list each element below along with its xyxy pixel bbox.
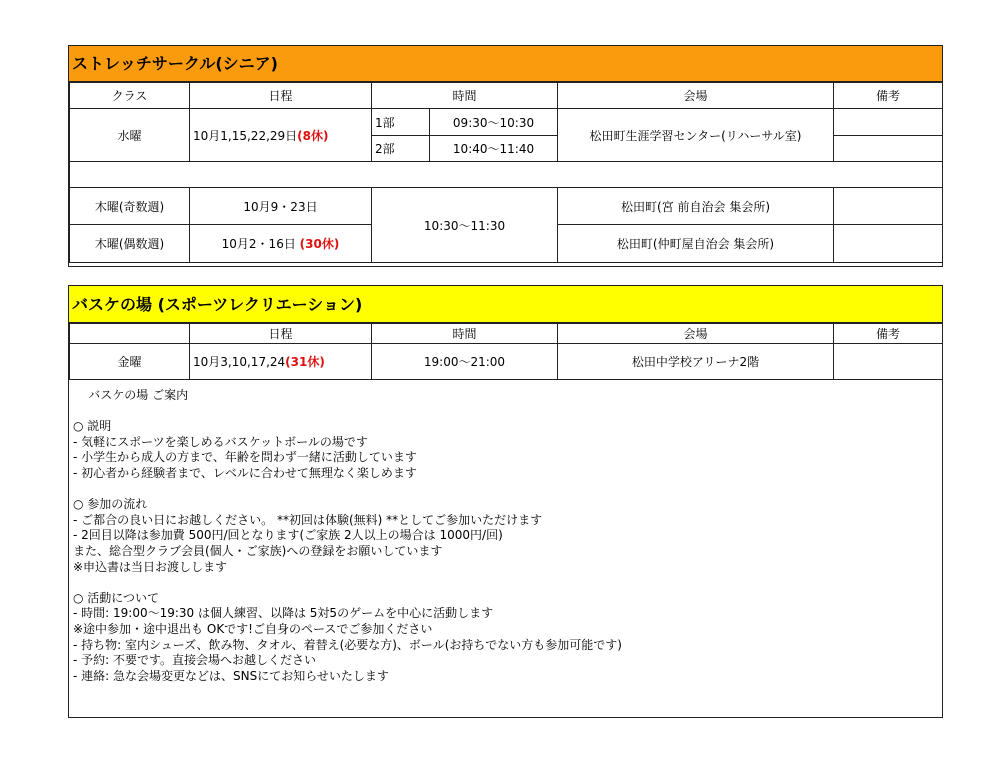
venue-cell: 松田町(宮 前自治会 集会所) xyxy=(558,188,834,225)
guide-line: - 時間: 19:00〜19:30 は個人練習、以降は 5対5のゲームを中心に活動します xyxy=(73,606,494,621)
dates-cell: 10月9・23日 xyxy=(190,188,372,225)
section-title: ストレッチサークル(シニア) xyxy=(69,46,942,82)
guide-line: ○ 説明 xyxy=(73,419,112,434)
header-row xyxy=(70,324,943,344)
header-time: 時間 xyxy=(372,324,558,344)
guide-line xyxy=(73,482,622,498)
guide-line: バスケの場 ご案内 xyxy=(73,388,189,402)
guide-line xyxy=(73,404,622,420)
header-dates: 日程 xyxy=(190,83,372,109)
holiday-note: (31休) xyxy=(285,355,325,369)
part-cell: 1部 xyxy=(372,109,430,136)
time-cell: 19:00〜21:00 xyxy=(372,344,558,380)
guide-line: ※申込書は当日お渡しします xyxy=(73,559,228,574)
guide-line xyxy=(73,575,622,591)
stretch-circle-section xyxy=(68,45,943,267)
notes-cell xyxy=(834,225,943,263)
class-cell: 木曜(奇数週) xyxy=(70,188,190,225)
guide-line: - 2回目以降は参加費 500円/回となります(ご家族 2人以上の場合は 1000円/回) xyxy=(73,528,503,543)
header-dates: 日程 xyxy=(190,324,372,344)
basketball-guide-text xyxy=(73,388,622,684)
notes-cell xyxy=(834,109,943,136)
guide-line: - 初心者から経験者まで、レベルに合わせて無理なく楽しめます xyxy=(73,465,417,480)
time-cell: 09:30〜10:30 xyxy=(430,109,558,136)
guide-line: - 持ち物: 室内シューズ、飲み物、タオル、着替え(必要な方)、ボール(お持ちでない方も参加可能です) xyxy=(73,637,622,652)
guide-line: - 気軽にスポーツを楽しめるバスケットボールの場です xyxy=(73,434,368,449)
guide-line: ○ 活動について xyxy=(73,590,160,605)
guide-line: - ご都合の良い日にお越しください。 **初回は体験(無料) **としてご参加いただけます xyxy=(73,512,543,527)
holiday-note: (30休) xyxy=(299,237,340,251)
schedule-table xyxy=(69,323,943,380)
dates-cell: 10月3,10,17,24(31休) xyxy=(190,344,372,380)
basketball-section xyxy=(68,285,943,718)
part-cell: 2部 xyxy=(372,136,430,162)
header-class xyxy=(70,324,190,344)
table-row xyxy=(70,188,943,225)
header-notes: 備考 xyxy=(834,324,943,344)
header-venue: 会場 xyxy=(558,324,834,344)
notes-cell xyxy=(834,344,943,380)
venue-cell: 松田中学校アリーナ2階 xyxy=(558,344,834,380)
class-cell: 金曜 xyxy=(70,344,190,380)
time-cell: 10:30〜11:30 xyxy=(372,188,558,263)
notes-cell xyxy=(834,136,943,162)
holiday-note: (8休) xyxy=(297,128,329,143)
guide-line: また、総合型クラブ会員(個人・ご家族)への登録をお願いしています xyxy=(73,543,443,558)
venue-cell: 松田町生涯学習センター(リハーサル室) xyxy=(558,109,834,162)
header-class: クラス xyxy=(70,83,190,109)
header-venue: 会場 xyxy=(558,83,834,109)
venue-cell: 松田町(仲町屋自治会 集会所) xyxy=(558,225,834,263)
guide-line: ※途中参加・途中退出も OKです!ご自身のペースでご参加ください xyxy=(73,621,433,636)
guide-line: ○ 参加の流れ xyxy=(73,497,148,512)
header-row xyxy=(70,83,943,109)
guide-line: - 小学生から成人の方まで、年齢を問わず一緒に活動しています xyxy=(73,450,417,465)
dates-cell: 10月1,15,22,29日(8休) xyxy=(190,109,372,162)
dates-cell: 10月2・16日 (30休) xyxy=(190,225,372,263)
table-row xyxy=(70,109,943,136)
spacer-row xyxy=(70,162,943,188)
section-title: バスケの場 (スポーツレクリエーション) xyxy=(69,286,942,323)
time-cell: 10:40〜11:40 xyxy=(430,136,558,162)
guide-line: - 予約: 不要です。直接会場へお越しください xyxy=(73,653,317,668)
class-cell: 木曜(偶数週) xyxy=(70,225,190,263)
table-row xyxy=(70,344,943,380)
schedule-table xyxy=(69,82,943,263)
header-notes: 備考 xyxy=(834,83,943,109)
guide-line: - 連絡: 急な会場変更などは、SNSにてお知らせいたします xyxy=(73,668,389,683)
notes-cell xyxy=(834,188,943,225)
header-time: 時間 xyxy=(372,83,558,109)
class-cell: 水曜 xyxy=(70,109,190,162)
